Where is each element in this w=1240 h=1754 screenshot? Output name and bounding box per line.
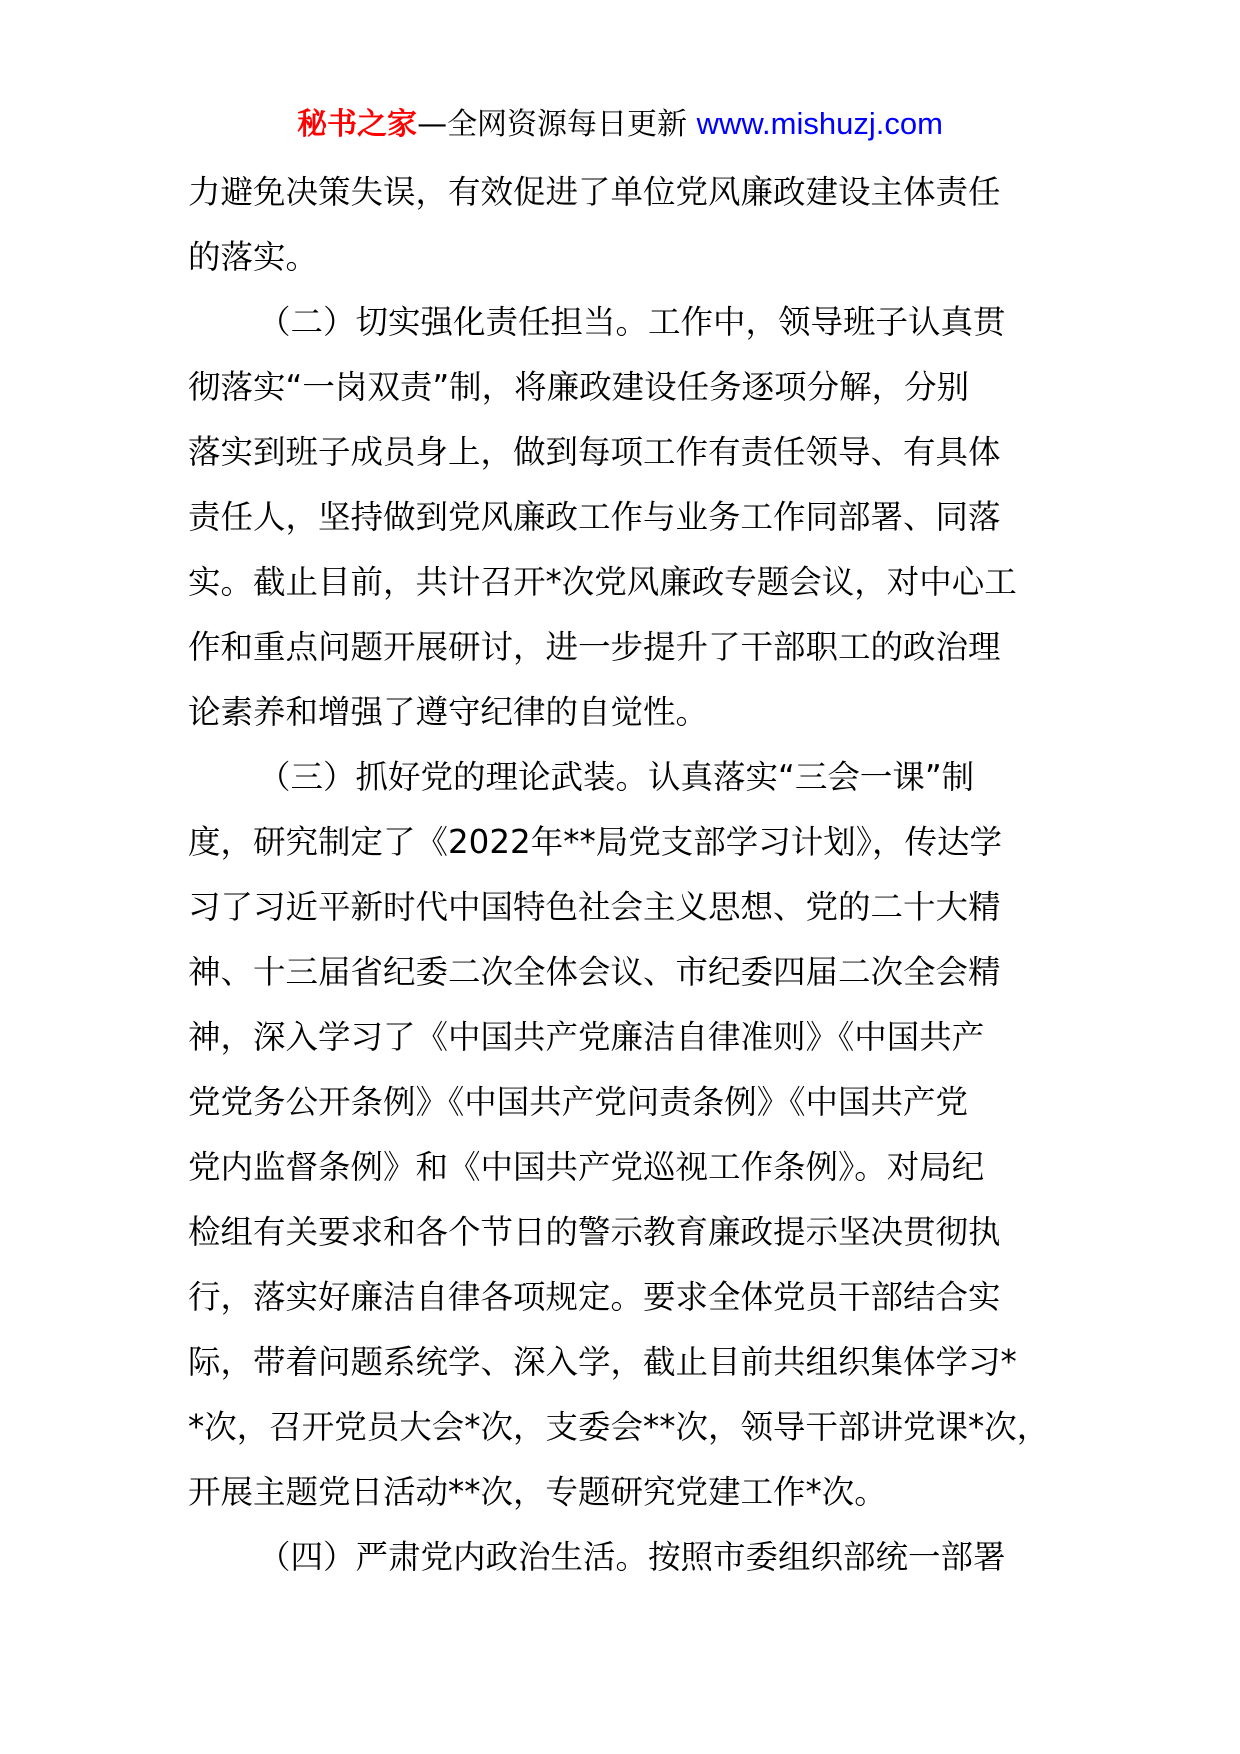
text-line: 际，带着问题系统学、深入学，截止目前共组织集体学习*	[188, 1343, 1017, 1381]
brand-tagline: —全网资源每日更新	[417, 107, 697, 142]
text-line: 检组有关要求和各个节日的警示教育廉政提示坚决贯彻执	[188, 1213, 1001, 1251]
text-line: 神，深入学习了《中国共产党廉洁自律准则》《中国共产	[188, 1018, 985, 1056]
text-line: 实。截止目前，共计召开*次党风廉政专题会议，对中心工	[188, 563, 1017, 601]
text-line: 度，研究制定了《2022年**局党支部学习计划》，传达学	[188, 823, 1002, 861]
text-line: 力避免决策失误，有效促进了单位党风廉政建设主体责任	[188, 173, 1001, 211]
watermark-header	[0, 104, 1240, 145]
text-line: 开展主题党日活动**次，专题研究党建工作*次。	[188, 1473, 887, 1511]
text-line: 责任人，坚持做到党风廉政工作与业务工作同部署、同落	[188, 498, 1001, 536]
text-line: 彻落实“一岗双责”制，将廉政建设任务逐项分解，分别	[188, 368, 970, 406]
section-heading-line: （二）切实强化责任担当。工作中，领导班子认真贯	[258, 303, 1006, 341]
text-line: 党内监督条例》和《中国共产党巡视工作条例》。对局纪	[188, 1148, 985, 1186]
site-url[interactable]: www.mishuzj.com	[696, 106, 943, 141]
text-line: 作和重点问题开展研讨，进一步提升了干部职工的政治理	[188, 628, 1001, 666]
text-line: 的落实。	[188, 238, 319, 276]
text-line: 论素养和增强了遵守纪律的自觉性。	[188, 693, 709, 731]
brand-name: 秘书之家	[297, 107, 418, 142]
text-line: 党党务公开条例》《中国共产党问责条例》《中国共产党	[188, 1083, 969, 1121]
text-line: 神、十三届省纪委二次全体会议、市纪委四届二次全会精	[188, 953, 1001, 991]
text-line: 落实到班子成员身上，做到每项工作有责任领导、有具体	[188, 433, 1001, 471]
text-line: 行，落实好廉洁自律各项规定。要求全体党员干部结合实	[188, 1278, 1001, 1316]
section-heading-line: （三）抓好党的理论武装。认真落实“三会一课”制	[258, 758, 975, 796]
section-heading-line: （四）严肃党内政治生活。按照市委组织部统一部署	[258, 1538, 1006, 1576]
text-line: 习了习近平新时代中国特色社会主义思想、党的二十大精	[188, 888, 1001, 926]
document-body	[188, 160, 1058, 1590]
text-line: *次，召开党员大会*次，支委会**次，领导干部讲党课*次，	[188, 1408, 1050, 1446]
